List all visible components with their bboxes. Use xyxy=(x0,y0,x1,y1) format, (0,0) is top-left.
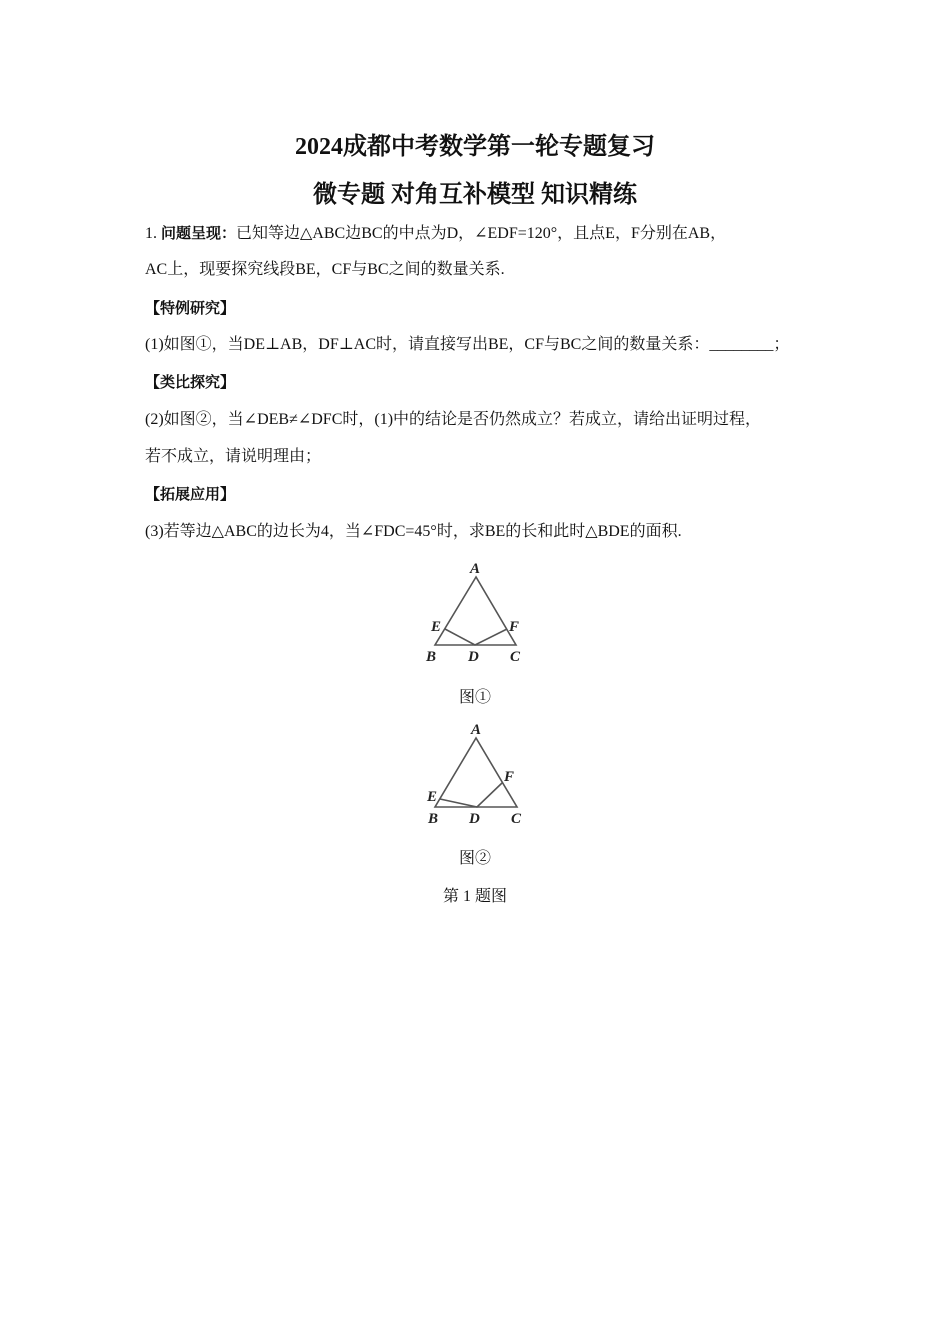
figure-group-caption: 第 1 题图 xyxy=(442,888,507,905)
problem-text-1: 已知等边△ABC边BC的中点为D，∠EDF=120°，且点E，F分别在AB， xyxy=(236,225,727,242)
label-e-1: E xyxy=(431,619,442,635)
document-subtitle: 微专题 对角互补模型 知识精练 xyxy=(313,182,637,208)
figure-2-caption: 图② xyxy=(458,850,491,867)
label-c-1: C xyxy=(510,649,521,665)
question-1: (1)如图①，当DE⊥AB，DF⊥AC时，请直接写出BE，CF与BC之间的数量关系：________； xyxy=(145,336,790,353)
problem-number: 1. xyxy=(145,225,157,242)
question-3: (3)若等边△ABC的边长为4，当∠FDC=45°时，求BE的长和此时△BDE的面积. xyxy=(145,523,682,540)
label-d-2: D xyxy=(469,811,480,827)
triangle-abc-1 xyxy=(435,577,516,645)
problem-line-2: AC上，现要探究线段BE，CF与BC之间的数量关系. xyxy=(145,261,505,278)
section-heading-extension: 【拓展应用】 xyxy=(145,485,236,503)
figure-2-labels xyxy=(426,722,522,827)
section-heading-analogy: 【类比探究】 xyxy=(145,373,236,391)
question-2-line-2: 若不成立，请说明理由； xyxy=(145,448,322,465)
label-c-2: C xyxy=(511,811,522,827)
figure-1-labels xyxy=(425,561,521,665)
problem-label: 问题呈现： xyxy=(161,224,237,242)
label-a-1: A xyxy=(470,561,481,577)
question-2-line-1: (2)如图②，当∠DEB≠∠DFC时，(1)中的结论是否仍然成立？若成立，请给出证明过程， xyxy=(145,411,762,428)
label-e-2: E xyxy=(427,789,438,805)
segments-ed-df-1 xyxy=(445,629,507,645)
label-a-2: A xyxy=(471,722,482,738)
figure-1-caption: 图① xyxy=(458,689,491,706)
segments-ed-df-2 xyxy=(440,783,502,807)
label-f-1: F xyxy=(509,619,520,635)
label-b-1: B xyxy=(426,649,437,665)
label-d-1: D xyxy=(468,649,479,665)
label-b-2: B xyxy=(428,811,439,827)
document-title: 2024成都中考数学第一轮专题复习 xyxy=(295,134,655,160)
section-heading-special: 【特例研究】 xyxy=(145,299,236,317)
figure-1-diagram xyxy=(435,577,516,645)
label-f-2: F xyxy=(504,769,515,785)
